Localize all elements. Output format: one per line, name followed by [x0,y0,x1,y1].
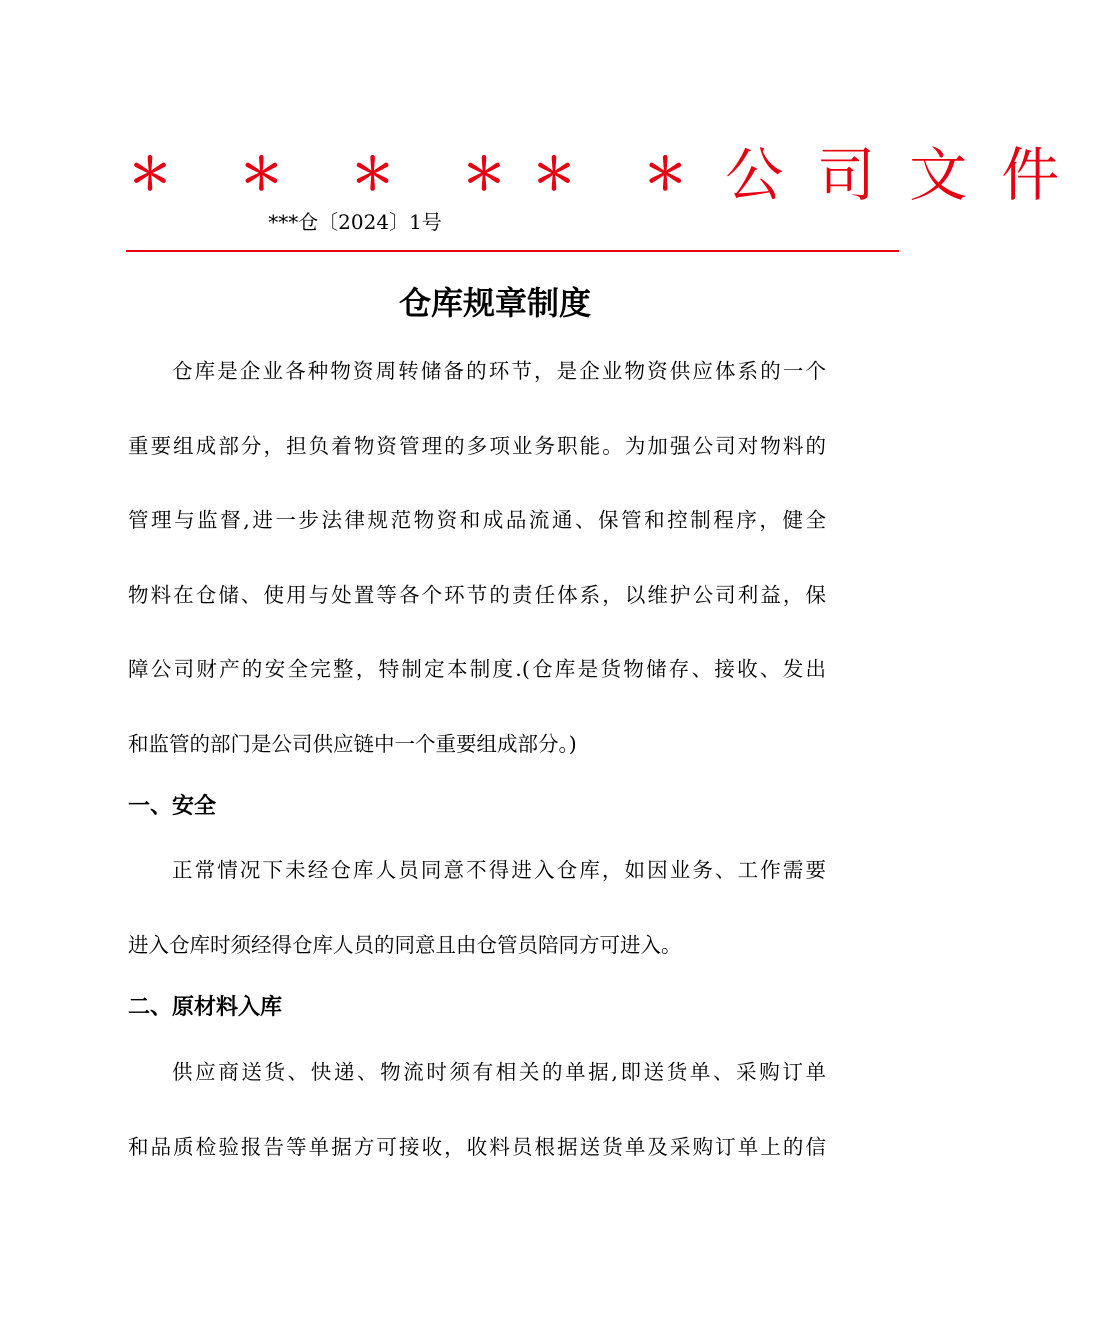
company-document-header [128,140,1093,210]
paragraph-line: 进入仓库时须经得仓库人员的同意且由仓管员陪同方可进入。 [128,932,682,957]
document-type-label: 公司文件 [725,141,1093,209]
paragraph-line: 障公司财产的安全完整，特制定本制度.(仓库是货物储存、接收、发出 [128,657,826,681]
paragraph-line: 和监管的部门是公司供应链中一个重要组成部分。) [128,731,577,756]
paragraph-line: 重要组成部分，担负着物资管理的多项业务职能。为加强公司对物料的 [128,433,826,458]
header-divider [126,250,899,252]
paragraph-line: 物料在仓储、使用与处置等各个环节的责任体系，以维护公司利益，保 [128,582,826,607]
paragraph-line: 管理与监督,进一步法律规范物资和成品流通、保管和控制程序，健全 [128,508,826,532]
paragraph-line: 和品质检验报告等单据方可接收，收料员根据送货单及采购订单上的信 [128,1134,826,1159]
company-name-placeholder: ＊ ＊ ＊ ＊＊ ＊ [128,149,714,200]
section-heading-safety: 一、安全 [128,794,217,819]
paragraph-line: 正常情况下未经仓库人员同意不得进入仓库，如因业务、工作需要 [172,858,826,882]
paragraph-line: 供应商送货、快递、物流时须有相关的单据,即送货单、采购订单 [172,1060,826,1084]
section-heading-raw-materials: 二、原材料入库 [128,995,283,1020]
document-number: ***仓〔2024〕1号 [268,210,442,234]
safety-paragraph [128,855,826,1004]
intro-paragraph [128,356,826,803]
raw-materials-paragraph [128,1057,826,1206]
paragraph-line: 仓库是企业各种物资周转储备的环节，是企业物资供应体系的一个 [172,359,826,383]
document-title: 仓库规章制度 [398,284,591,322]
